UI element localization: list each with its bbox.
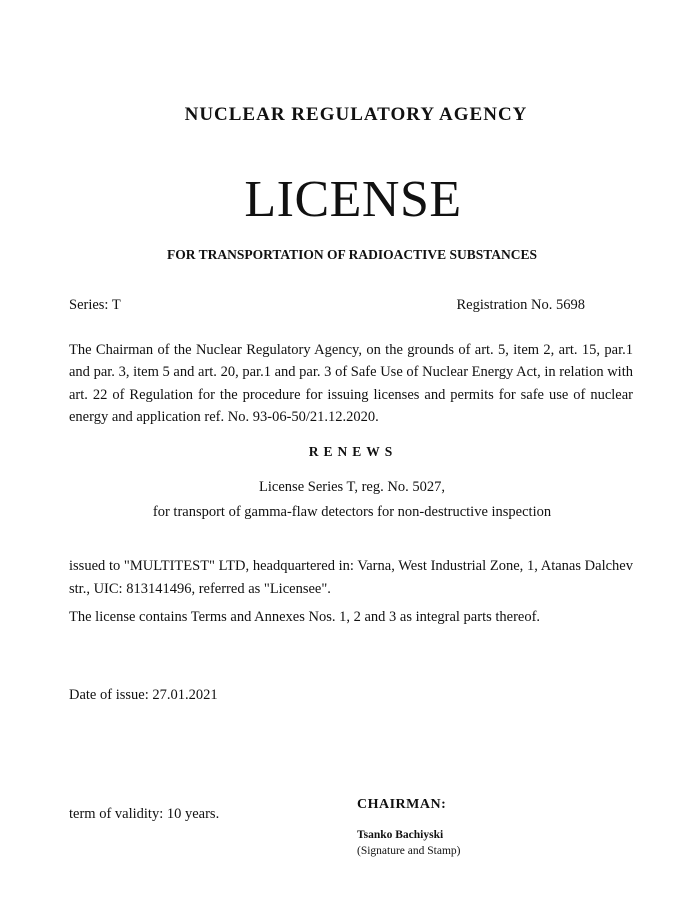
terms-paragraph: The license contains Terms and Annexes Nos. 1, 2 and 3 as integral parts thereof.: [69, 609, 541, 625]
issued-to-paragraph: issued to "MULTITEST" LTD, headquartered in: Varna, West Industrial Zone, 1, Atanas Dalchev str., UIC: 813141496, referred as "Licensee".: [69, 558, 633, 597]
term-of-validity: term of validity: 10 years.: [69, 806, 220, 822]
license-purpose: for transport of gamma-flaw detectors for non-destructive inspection: [152, 504, 552, 520]
series-label: Series: T: [69, 297, 121, 313]
registration-number: Registration No. 5698: [456, 297, 585, 313]
license-title: LICENSE: [244, 171, 462, 228]
license-subtitle: FOR TRANSPORTATION OF RADIOACTIVE SUBSTANCES: [166, 247, 538, 262]
renews-heading: RENEWS: [308, 444, 398, 459]
date-of-issue: Date of issue: 27.01.2021: [69, 687, 218, 703]
series-registration-line: [69, 297, 585, 314]
agency-name: NUCLEAR REGULATORY AGENCY: [184, 104, 528, 125]
intro-paragraph: The Chairman of the Nuclear Regulatory Agency, on the grounds of art. 5, item 2, art. 15, par.1 and par. 3, item 5 and art. 20, par.1 and par. 3 of Safe Use of Nuclear Energy Act, in relation with art. 22 of Regulation for the procedure for issuing licenses and permits for safe use of nuclear energy and application ref. No. 93-06-50/21.12.2020.: [69, 342, 633, 425]
renewed-license-reference: License Series T, reg. No. 5027,: [259, 479, 445, 495]
chairman-name: Tsanko Bachiyski: [357, 829, 444, 841]
signature-note: (Signature and Stamp): [357, 845, 461, 857]
chairman-label: CHAIRMAN:: [357, 797, 447, 812]
